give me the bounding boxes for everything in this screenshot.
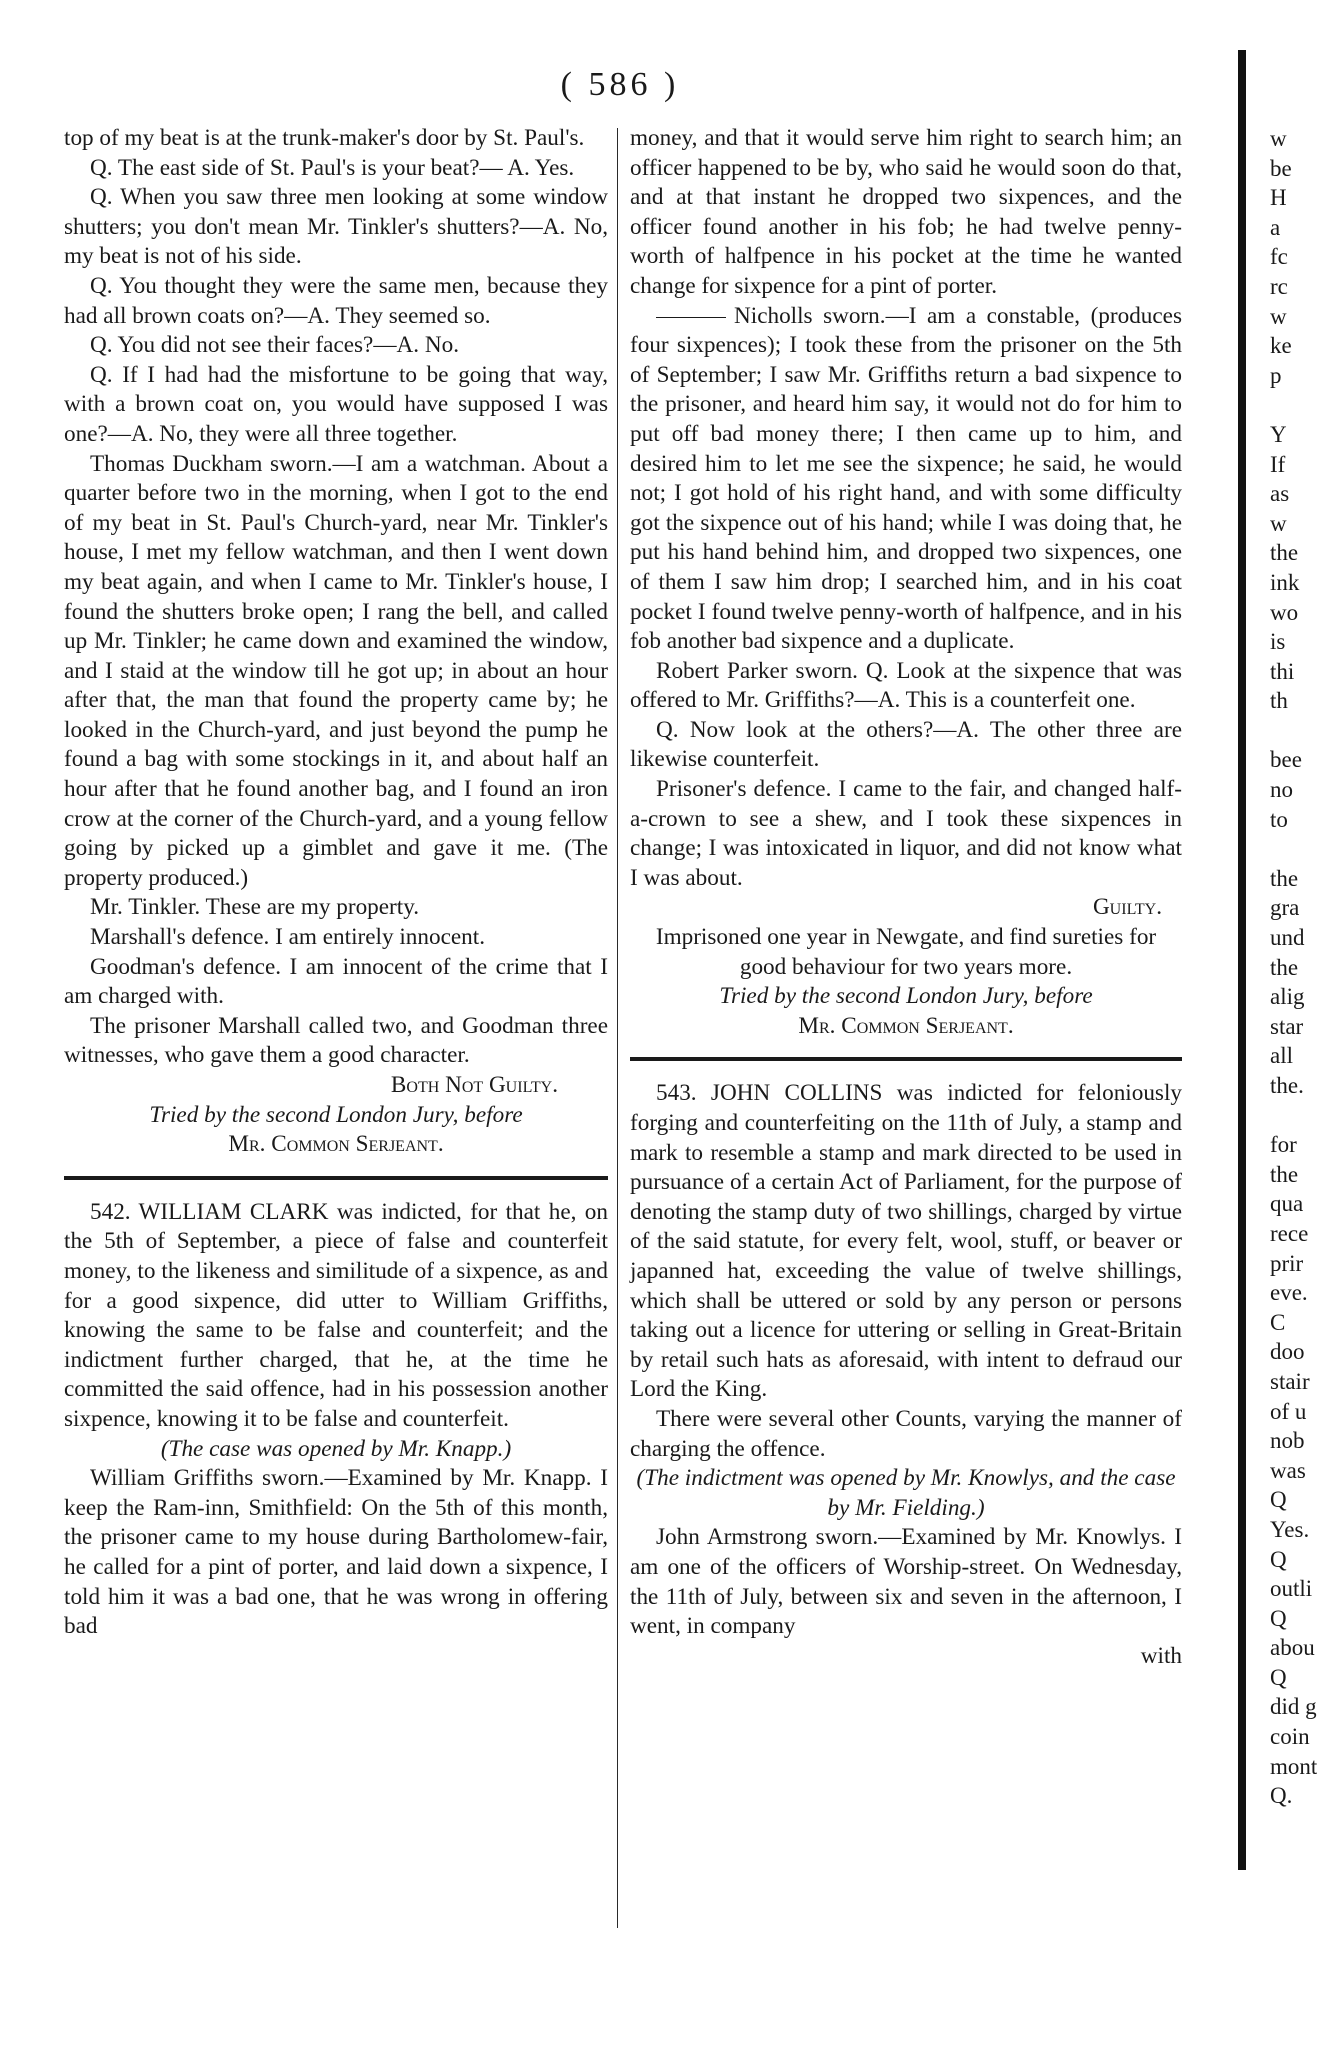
- paragraph: Goodman's defence. I am innocent of the crime that I am charged with.: [64, 953, 608, 1010]
- fragment-line: outli: [1270, 1576, 1313, 1602]
- fragment-line: und: [1270, 925, 1305, 951]
- paragraph: Q. You did not see their faces?—A. No.: [90, 332, 460, 359]
- fragment-line: abou: [1270, 1635, 1315, 1661]
- fragment-line: did g: [1270, 1694, 1317, 1720]
- fragment-line: Y: [1270, 421, 1287, 447]
- fragment-line: Yes.: [1270, 1516, 1310, 1542]
- fragment-line: qua: [1270, 1191, 1304, 1217]
- right-column-fragment: [1270, 124, 1317, 1811]
- fragment-line: no: [1270, 777, 1293, 803]
- testimony-duckham: Thomas Duckham sworn.—I am a watchman. About a quarter before two in the morning, when I got to the end of my beat in St. Paul's Church-yard, near Mr. Tinkler's house, I met my fellow watchman, and then I went down my beat again, and when I came to Mr. Tinkler's house, I found the shutters broke open; I rang the bell, and called up Mr. Tinkler; he came down and examined the window, and I staid at the window till he got up; in about an hour after that, the man that found the property came by; he looked in the Church-yard, and just beyond the pump he found a bag with some stockings in it, and about half an hour after that he found another bag, and I found an iron crow at the corner of the Church-yard, and a young fellow going by picked up a gimblet and gave it me. (The property produced.): [64, 450, 608, 891]
- fragment-line: w: [1270, 303, 1287, 329]
- catchword: with: [1140, 1642, 1182, 1669]
- page-gutter: [1238, 50, 1246, 1870]
- fragment-line: the: [1270, 865, 1299, 891]
- fragment-line: ink: [1270, 569, 1300, 595]
- fragment-line: If: [1270, 451, 1286, 477]
- fragment-line: all: [1270, 1043, 1293, 1069]
- fragment-line: eve.: [1270, 1280, 1308, 1306]
- prisoner-defence: Prisoner's defence. I came to the fair, and changed half-a-crown to see a shew, and I took these sixpences in change; I was intoxicated in liquor, and did not know what I was about.: [630, 776, 1182, 891]
- fragment-line: doo: [1270, 1339, 1305, 1365]
- page-number: ( 586 ): [560, 66, 680, 103]
- fragment-line: as: [1270, 481, 1290, 507]
- fragment-line: mont: [1270, 1753, 1317, 1779]
- fragment-line: H: [1270, 185, 1287, 211]
- fragment-line: C: [1270, 1309, 1286, 1335]
- case-separator: [630, 1057, 1182, 1061]
- left-column: [64, 124, 608, 1642]
- paragraph: Q. You thought they were the same men, because they had all brown coats on?—A. They seemed so.: [64, 272, 608, 329]
- paragraph: Q. Now look at the others?—A. The other three are likewise counterfeit.: [630, 716, 1182, 773]
- fragment-line: is: [1270, 629, 1286, 655]
- fragment-line: was: [1270, 1457, 1306, 1483]
- paragraph: Q. When you saw three men looking at some window shutters; you don't mean Mr. Tinkler's shutters?—A. No, my beat is not of his side.: [64, 184, 608, 270]
- fragment-line: the.: [1270, 1073, 1304, 1098]
- fragment-line: w: [1270, 126, 1287, 151]
- fragment-line: Q: [1270, 1546, 1287, 1572]
- paragraph: Marshall's defence. I am entirely innocent.: [90, 924, 485, 951]
- testimony-armstrong: John Armstrong sworn.—Examined by Mr. Knowlys. I am one of the officers of Worship-street. On Wednesday, the 11th of July, between six and seven in the afternoon, I went, in company: [630, 1524, 1182, 1640]
- jury-note: Tried by the second London Jury, before: [149, 1101, 523, 1128]
- fragment-line: gra: [1270, 895, 1300, 921]
- testimony-griffiths: William Griffiths sworn.—Examined by Mr. Knapp. I keep the Ram-inn, Smithfield: On the 5th of this month, the prisoner came to my house during Bartholomew-fair, he called for a pint of porter, and laid down a sixpence, I told him it was a bad one, that he was wrong in offering bad: [64, 1465, 608, 1640]
- case-separator: [64, 1176, 608, 1180]
- fragment-line: bee: [1270, 747, 1302, 773]
- case-543-indictment: 543. JOHN COLLINS was indicted for feloniously forging and counterfeiting on the 11th of July, a stamp and mark to resemble a stamp and mark directed to be used in pursuance of a certain Act of Parliament, for the purpose of denoting the stamp duty of two shillings, charged by virtue of the said statute, for every felt, wool, stuff, or beaver or japanned hat, exceeding the value of twelve shillings, which shall be uttered or sold by any person or persons taking out a licence for uttering or selling in Great-Britain by retail such hats as aforesaid, with intent to defraud our Lord the King.: [630, 1080, 1182, 1403]
- fragment-line: be: [1270, 155, 1292, 181]
- fragment-line: of u: [1270, 1398, 1307, 1424]
- judge-note: Mr. Common Serjeant.: [228, 1131, 444, 1158]
- paragraph: Q. The east side of St. Paul's is your beat?— A. Yes.: [90, 154, 575, 181]
- case-opening-note: (The case was opened by Mr. Knapp.): [160, 1435, 512, 1462]
- fragment-line: wo: [1270, 599, 1299, 625]
- fragment-line: rc: [1270, 273, 1288, 299]
- fragment-line: Q: [1270, 1664, 1287, 1690]
- fragment-line: rece: [1270, 1220, 1309, 1246]
- case-opening-note: (The indictment was opened by Mr. Knowlys, and the case by Mr. Fielding.): [636, 1465, 1176, 1521]
- fragment-line: alig: [1270, 984, 1305, 1010]
- fragment-line: p: [1270, 362, 1282, 388]
- fragment-line: fc: [1270, 244, 1288, 270]
- testimony-nicholls: [630, 302, 1182, 657]
- paragraph: Mr. Tinkler. These are my property.: [90, 894, 420, 921]
- fragment-line: prir: [1270, 1250, 1304, 1276]
- jury-note: Tried by the second London Jury, before: [719, 983, 1093, 1010]
- fragment-line: star: [1270, 1013, 1304, 1039]
- paragraph-text: Nicholls sworn.—I am a constable, (produces four sixpences); I took these from the prisoner on the 5th of September; I saw Mr. Griffiths return a bad sixpence to the prisoner, and heard him say, it would not do for him to put off bad money there; I then came up to him, and desired him to let me see the sixpence; he said, he would not; I got hold of his right hand, and with some difficulty got the sixpence out of his hand; while I was doing that, he put his hand behind him, and dropped two sixpences, one of them I saw him drop; I searched him, and in his coat pocket I found twelve penny-worth of halfpence, and in his fob another bad sixpence and a duplicate.: [630, 302, 1182, 655]
- fragment-line: [1270, 716, 1317, 746]
- fragment-line: the: [1270, 1161, 1299, 1187]
- judge-note: Mr. Common Serjeant.: [798, 1012, 1014, 1039]
- middle-column: [630, 124, 1182, 1671]
- testimony-parker: Robert Parker sworn. Q. Look at the sixpence that was offered to Mr. Griffiths?—A. This is a counterfeit one.: [630, 657, 1182, 714]
- paragraph: Q. If I had had the misfortune to be going that way, with a brown coat on, you would have supposed I was one?—A. No, they were all three together.: [64, 361, 608, 447]
- fragment-line: nob: [1270, 1428, 1305, 1454]
- verdict: Guilty.: [1092, 894, 1162, 921]
- fragment-line: stair: [1270, 1368, 1310, 1394]
- sentence: Imprisoned one year in Newgate, and find sureties for good behaviour for two years more.: [655, 924, 1157, 980]
- fragment-line: the: [1270, 540, 1299, 566]
- fragment-line: thi: [1270, 658, 1295, 684]
- column-rule: [617, 128, 618, 1928]
- fragment-line: the: [1270, 954, 1299, 980]
- fragment-line: [1270, 1101, 1317, 1131]
- paragraph: There were several other Counts, varying the manner of charging the offence.: [630, 1405, 1182, 1462]
- paragraph: money, and that it would serve him right to search him; an officer happened to be by, who said he would soon do that, and at that instant he dropped two sixpences, and the officer found another in his fob; he had twelve penny-worth of halfpence in his pocket at the time he wanted change for sixpence for a pint of porter.: [630, 125, 1182, 299]
- fragment-line: [1270, 390, 1317, 420]
- paragraph: The prisoner Marshall called two, and Goodman three witnesses, who gave them a good character.: [64, 1012, 608, 1069]
- fragment-line: th: [1270, 688, 1288, 714]
- fragment-line: Q: [1270, 1605, 1287, 1631]
- fragment-line: Q: [1270, 1487, 1287, 1513]
- fragment-line: [1270, 834, 1317, 864]
- dash-rule: [656, 317, 726, 318]
- case-542-indictment: 542. WILLIAM CLARK was indicted, for that he, on the 5th of September, a piece of false and counterfeit money, to the likeness and similitude of a sixpence, as and for a good sixpence, did utter to William Griffiths, knowing the same to be false and counterfeit; and the indictment further charged, that he, at the time he committed the said offence, had in his possession another sixpence, knowing it to be false and counterfeit.: [64, 1198, 608, 1432]
- fragment-line: w: [1270, 510, 1287, 536]
- fragment-line: coin: [1270, 1724, 1310, 1750]
- fragment-line: a: [1270, 214, 1281, 240]
- fragment-line: to: [1270, 806, 1288, 832]
- fragment-line: for: [1270, 1132, 1297, 1158]
- fragment-line: Q.: [1270, 1783, 1293, 1809]
- paragraph: top of my beat is at the trunk-maker's door by St. Paul's.: [64, 125, 585, 151]
- verdict: Both Not Guilty.: [390, 1072, 558, 1098]
- fragment-line: ke: [1270, 333, 1292, 359]
